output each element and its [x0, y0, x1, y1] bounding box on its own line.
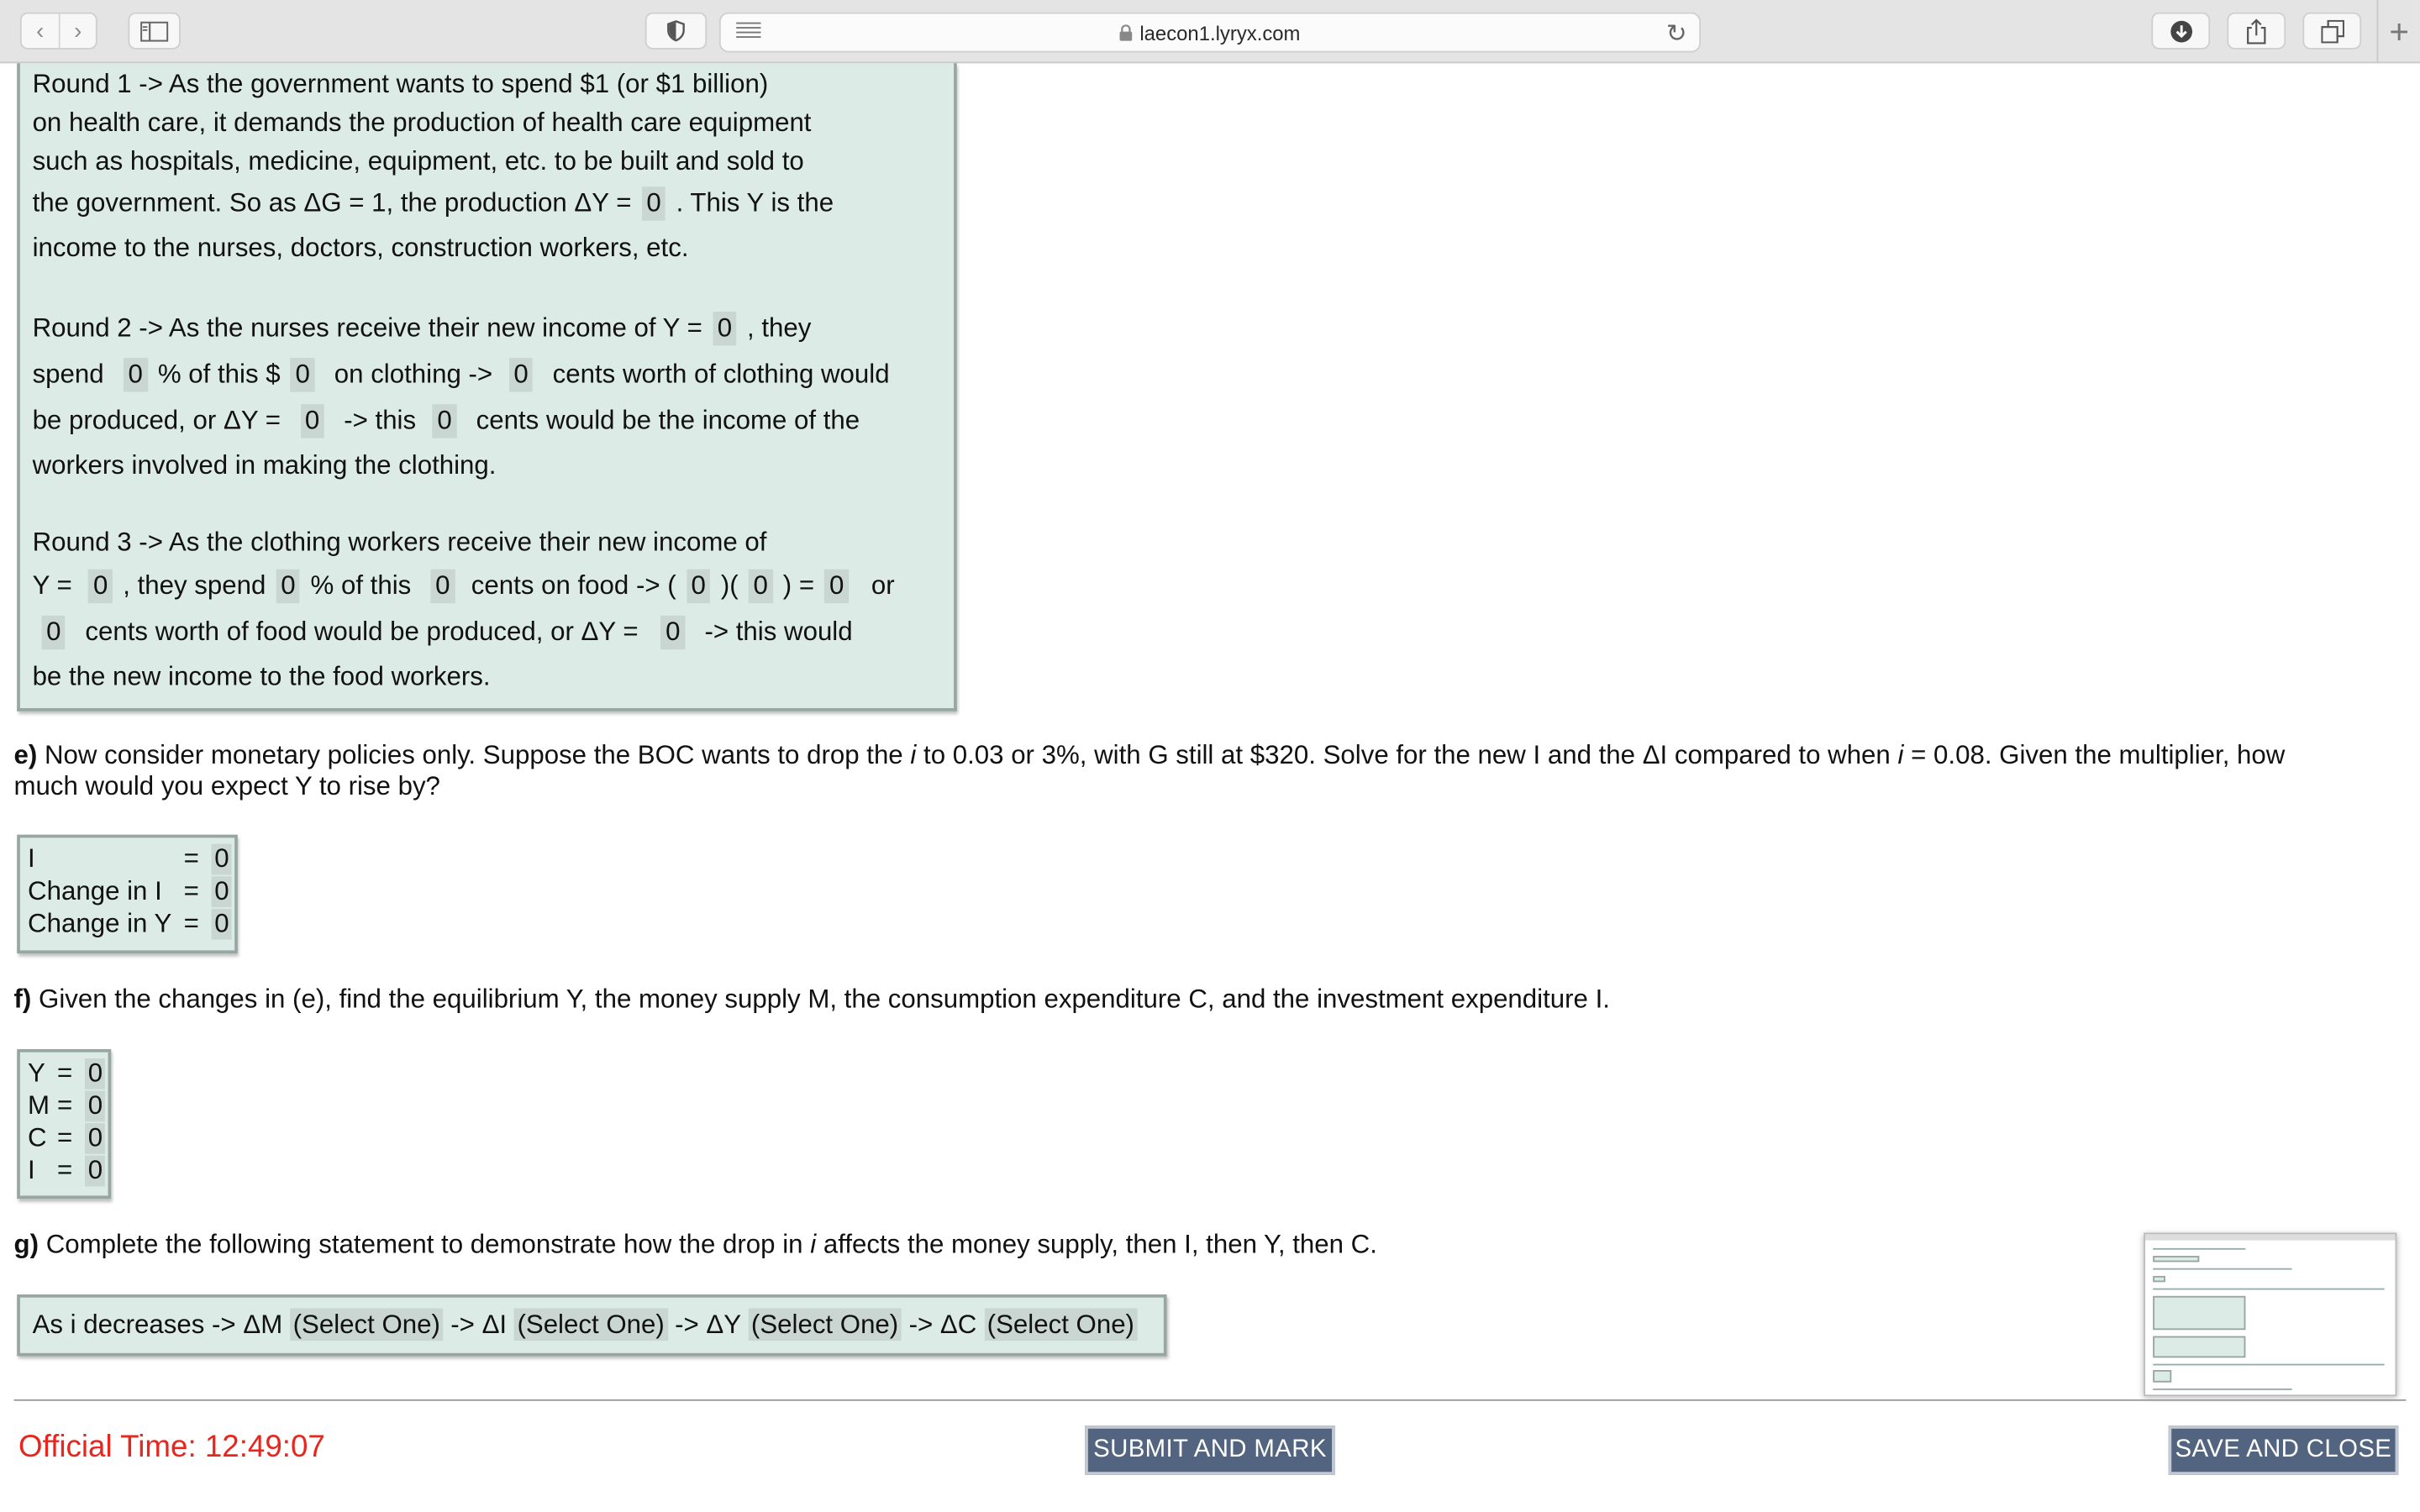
question-g-statement: As i decreases -> ΔM (Select One) -> ΔI (Select One) -> ΔY (Select One) -> ΔC (Select One) — [17, 1294, 1166, 1356]
sidebar-toggle-button[interactable] — [128, 13, 180, 50]
reload-icon[interactable]: ↻ — [1665, 21, 1687, 48]
answer-field[interactable]: 0 — [661, 616, 685, 649]
round3-line1: Round 3 -> As the clothing workers receive their new income of — [32, 528, 767, 558]
round1-line3: such as hospitals, medicine, equipment, etc. to be built and sold to — [32, 146, 804, 176]
plus-icon: + — [2389, 11, 2409, 50]
thumbnail-line — [2153, 1364, 2385, 1366]
thumbnail-box — [2153, 1336, 2245, 1358]
submit-and-mark-button[interactable]: SUBMIT AND MARK — [1085, 1425, 1335, 1475]
thumbnail-box — [2153, 1276, 2165, 1282]
url-text-container — [721, 22, 1699, 45]
share-button[interactable] — [2227, 13, 2286, 50]
question-e-results — [17, 835, 238, 953]
footer-divider — [14, 1399, 2407, 1401]
result-value[interactable]: 0 — [212, 844, 233, 875]
address-bar[interactable] — [719, 13, 1701, 53]
round2-line4: workers involved in making the clothing. — [32, 450, 497, 480]
chevron-left-icon: ‹ — [36, 18, 45, 45]
answer-field[interactable]: 0 — [300, 404, 324, 438]
nav-button-group — [20, 13, 97, 50]
sidebar-icon — [140, 21, 168, 41]
result-row-c: C = 0 — [28, 1123, 47, 1154]
round1-line2: on health care, it demands the production of health care equipment — [32, 108, 812, 138]
round2-line3: be produced, or ΔY = 0 -> this 0 cents would be the income of the — [33, 404, 860, 438]
thumbnail-line — [2153, 1289, 2385, 1290]
select-delta-c[interactable]: (Select One) — [984, 1309, 1138, 1341]
answer-field[interactable]: 0 — [124, 358, 147, 391]
thumbnail-box — [2153, 1296, 2245, 1330]
official-timer: Official Time: 12:49:07 — [18, 1430, 325, 1465]
thumbnail-line — [2153, 1248, 2245, 1250]
browser-toolbar — [0, 0, 2420, 63]
answer-field[interactable]: 0 — [276, 570, 300, 603]
privacy-report-button[interactable] — [645, 13, 707, 50]
answer-field[interactable]: 0 — [433, 404, 456, 438]
result-row-change-i: Change in I = 0 — [28, 876, 162, 907]
answer-field[interactable]: 0 — [431, 570, 455, 603]
result-value[interactable]: 0 — [85, 1091, 106, 1122]
chevron-right-icon: › — [74, 18, 82, 45]
round2-line2: spend 0 % of this $ 0 on clothing -> 0 cents worth of clothing would — [33, 358, 890, 391]
page-content — [0, 63, 2420, 1481]
result-row-y: Y = 0 — [28, 1058, 45, 1089]
round3-line3: 0 cents worth of food would be produced, or ΔY = 0 -> this would — [33, 616, 853, 649]
answer-field[interactable]: 0 — [642, 186, 666, 220]
round1-line5: income to the nurses, doctors, construction workers, etc. — [32, 233, 689, 263]
select-delta-m[interactable]: (Select One) — [290, 1309, 444, 1341]
round2-line1: Round 2 -> As the nurses receive their new income of Y = 0 , they — [33, 312, 812, 345]
result-value[interactable]: 0 — [85, 1156, 106, 1187]
question-e-line2: much would you expect Y to rise by? — [13, 771, 440, 801]
thumbnail-bar — [2145, 1234, 2396, 1240]
question-e: e) Now consider monetary policies only. Suppose the BOC wants to drop the i to 0.03 or 3%, with G still at $320. Solve for the new I and the ΔI compared to when i = 0.08. Given the multiplier, how — [13, 740, 2286, 770]
thumbnail-line — [2153, 1389, 2291, 1390]
round3-line4: be the new income to the food workers. — [32, 661, 491, 691]
thumbnail-line — [2153, 1268, 2291, 1270]
downloads-button[interactable] — [2151, 13, 2210, 50]
result-row-i: I = 0 — [28, 1156, 35, 1187]
result-value[interactable]: 0 — [212, 909, 233, 940]
answer-field[interactable]: 0 — [749, 570, 772, 603]
result-value[interactable]: 0 — [85, 1123, 106, 1154]
forward-button[interactable] — [59, 14, 96, 48]
page-thumbnail[interactable] — [2144, 1233, 2396, 1397]
round3-line2: Y = 0 , they spend 0 % of this 0 cents on food -> ( 0 )( 0 ) = 0 or — [33, 570, 895, 603]
new-tab-button[interactable] — [2377, 0, 2420, 63]
answer-field[interactable]: 0 — [687, 570, 710, 603]
lock-icon — [1119, 24, 1134, 41]
result-value[interactable]: 0 — [85, 1058, 106, 1089]
question-g: g) Complete the following statement to demonstrate how the drop in i affects the money supply, then I, then Y, then C. — [13, 1229, 1377, 1259]
answer-field[interactable]: 0 — [42, 616, 66, 649]
url-text: laecon1.lyryx.com — [1139, 21, 1301, 45]
round1-line4: the government. So as ΔG = 1, the production ΔY = 0 . This Y is the — [33, 186, 834, 220]
result-value[interactable]: 0 — [212, 876, 233, 907]
result-row-i: I = 0 — [28, 844, 35, 875]
answer-field[interactable]: 0 — [713, 312, 736, 345]
download-icon — [2169, 19, 2192, 43]
thumbnail-box — [2153, 1370, 2171, 1383]
share-icon — [2245, 18, 2267, 44]
thumbnail-box — [2153, 1256, 2199, 1262]
result-row-m: M = 0 — [28, 1091, 50, 1122]
shield-icon — [666, 20, 685, 42]
question-f: f) Given the changes in (e), find the equilibrium Y, the money supply M, the consumption expenditure C, and the investment expenditure I. — [13, 984, 1610, 1014]
question-f-results — [17, 1049, 111, 1199]
answer-field[interactable]: 0 — [824, 570, 848, 603]
answer-field[interactable]: 0 — [88, 570, 112, 603]
select-delta-i[interactable]: (Select One) — [514, 1309, 668, 1341]
round1-line1: Round 1 -> As the government wants to spend $1 (or $1 billion) — [32, 69, 769, 99]
tabs-icon — [2320, 19, 2344, 43]
multiplier-rounds-box — [17, 63, 957, 711]
answer-field[interactable]: 0 — [509, 358, 533, 391]
save-and-close-button[interactable]: SAVE AND CLOSE — [2169, 1425, 2399, 1475]
back-button[interactable] — [22, 14, 59, 48]
select-delta-y[interactable]: (Select One) — [748, 1309, 902, 1341]
answer-field[interactable]: 0 — [291, 358, 314, 391]
result-row-change-y: Change in Y = 0 — [28, 909, 171, 940]
tab-overview-button[interactable] — [2302, 13, 2361, 50]
